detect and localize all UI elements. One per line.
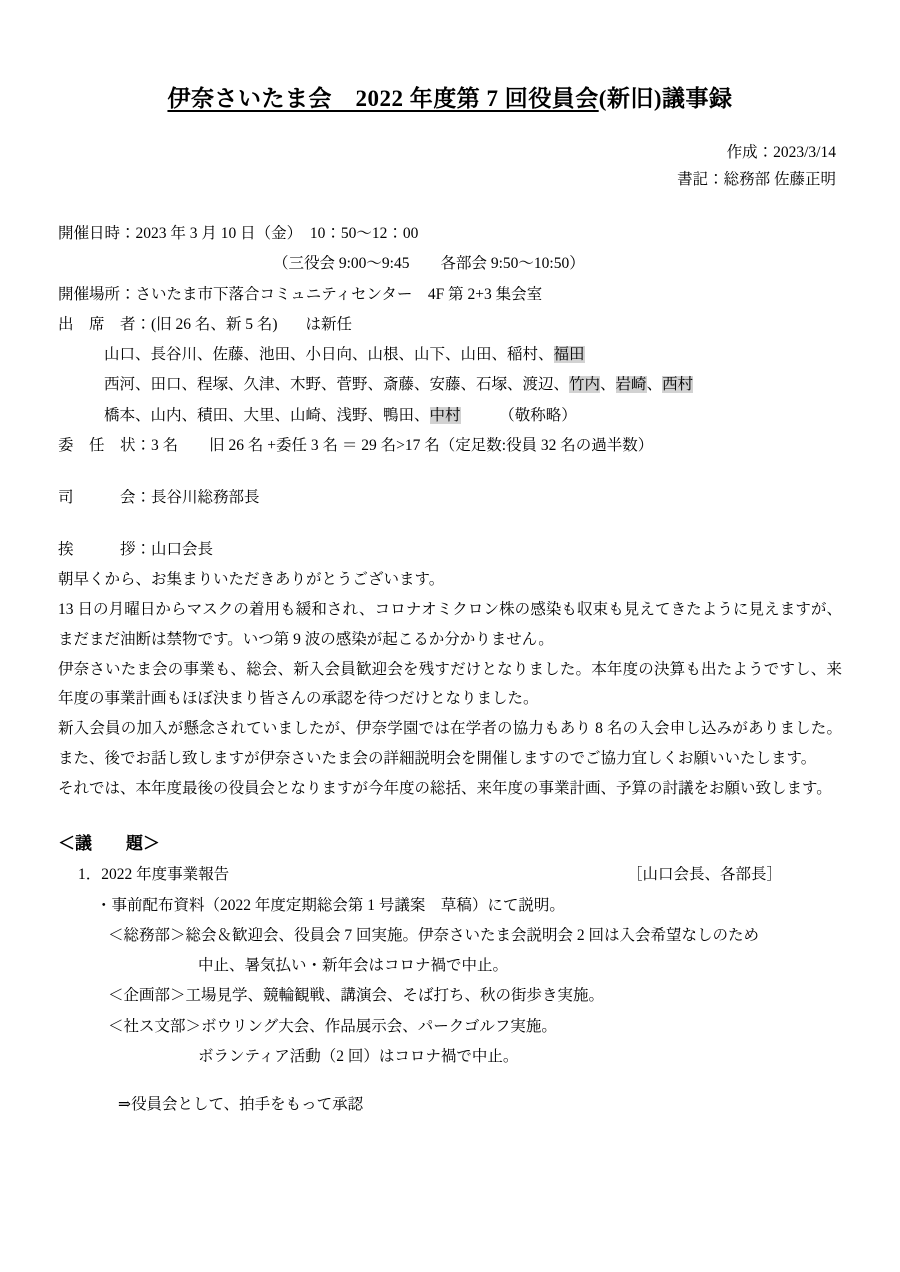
chair-line: 司 会：長谷川総務部長: [58, 489, 260, 506]
agenda-item-1-number: 1．: [78, 866, 102, 884]
agenda-sub-general-affairs: ＜総務部＞総会＆歓迎会、役員会 7 回実施。伊奈さいたま会説明会 2 回は入会希望なしのため: [108, 926, 760, 944]
attendee-new-2: 竹内: [569, 376, 601, 394]
greeting-paragraph-5: それでは、本年度最後の役員会となりますが今年度の総括、来年度の事業計画、予算の討議をお願い致します。: [58, 779, 832, 797]
scribe-name: 書記：総務部 佐藤正明: [677, 171, 836, 189]
attendee-row-1: [58, 340, 842, 370]
agenda-bullet-1: ・事前配布資料（2022 年度定期総会第 1 号議案 草稿）にて説明。: [96, 896, 565, 914]
attendee-row-3: [58, 401, 842, 431]
agenda-item-1: [58, 860, 842, 890]
attendee-new-3: 岩崎: [615, 376, 647, 394]
attendee-honorific-note: （敬称略）: [460, 406, 577, 424]
meeting-info: [58, 219, 842, 461]
greeting-heading: 挨 拶：山口会長: [58, 541, 214, 559]
agenda-heading: ＜議 題＞: [58, 834, 160, 854]
created-date: 作成：2023/3/14: [726, 144, 836, 161]
agenda-sub-planning: ＜企画部＞工場見学、競輪観戦、講演会、そば打ち、秋の街歩き実施。: [108, 987, 605, 1005]
attendance-suffix: は新任: [305, 315, 352, 333]
attendance-prefix: 出 席 者：(旧 26 名、新 5 名): [58, 315, 278, 333]
attendee-names-3: 橋本、山内、積田、大里、山崎、浅野、鴨田、: [104, 406, 430, 424]
attendance-line: [58, 310, 842, 340]
attendee-new-1: 福田: [553, 346, 585, 364]
page-title: [58, 80, 842, 113]
agenda-sub-social-culture-cont: ボランティア活動（2 回）はコロナ禍で中止。: [198, 1047, 519, 1065]
attendee-names-2: 西河、田口、程塚、久津、木野、菅野、斎藤、安藤、石塚、渡辺、: [104, 376, 570, 394]
greeting-paragraph-1: 朝早くから、お集まりいただきありがとうございます。: [58, 571, 445, 589]
greeting-paragraph-3: 伊奈さいたま会の事業も、総会、新入会員歓迎会を残すだけとなりました。本年度の決算も出たようですし、来年度の事業計画もほぼ決まり皆さんの承認を待つだけとなりました。: [58, 660, 842, 708]
attendee-new-4: 西村: [662, 376, 694, 394]
document-meta: [58, 139, 842, 193]
agenda-item-1-owner: ［山口会長、各部長］: [626, 866, 782, 884]
greeting-paragraph-4: 新入会員の加入が懸念されていましたが、伊奈学園では在学者の協力もあり 8 名の入会申し込みがありました。また、後でお話し致しますが伊奈さいたま会の詳細説明会を開催しますのでご協力宜しくお願いいたします。: [58, 720, 842, 767]
agenda-item-1-label: 2022 年度事業報告: [101, 866, 230, 884]
agenda-sub-general-affairs-cont: 中止、暑気払い・新年会はコロナ禍で中止。: [198, 957, 509, 975]
attendee-new-5: 中村: [429, 406, 461, 424]
meeting-datetime-sub: （三役会 9:00～9:45 各部会 9:50～10:50）: [273, 255, 585, 273]
page-title-main: 伊奈さいたま会 2022 年度第 7 回役員会: [167, 86, 599, 111]
meeting-place: 開催場所：さいたま市下落合コミュニティセンター 4F 第 2+3 集会室: [58, 285, 543, 303]
proxy-line: 委 任 状：3 名 旧 26 名 +委任 3 名 ＝ 29 名>17 名（定足数:役員 32 名の過半数）: [58, 436, 654, 454]
attendee-sep-1: 、: [600, 376, 616, 394]
page-title-suffix: (新旧)議事録: [598, 86, 733, 111]
agenda-result-1: ⇒役員会として、拍手をもって承認: [118, 1095, 364, 1113]
meeting-datetime: 開催日時：2023 年 3 月 10 日（金） 10：50～12：00: [58, 225, 419, 243]
greeting-paragraph-2: 13 日の月曜日からマスクの着用も緩和され、コロナオミクロン株の感染も収束も見えてきたように見えますが、まだまだ油断は禁物です。いつ第 9 波の感染が起こるか分かりません。: [58, 601, 842, 648]
agenda-sub-social-culture: ＜社ス文部＞ボウリング大会、作品展示会、パークゴルフ実施。: [108, 1017, 557, 1035]
attendee-row-2: [58, 370, 842, 400]
attendee-sep-2: 、: [646, 376, 663, 394]
attendee-names-1: 山口、長谷川、佐藤、池田、小日向、山根、山下、山田、稲村、: [104, 346, 554, 364]
